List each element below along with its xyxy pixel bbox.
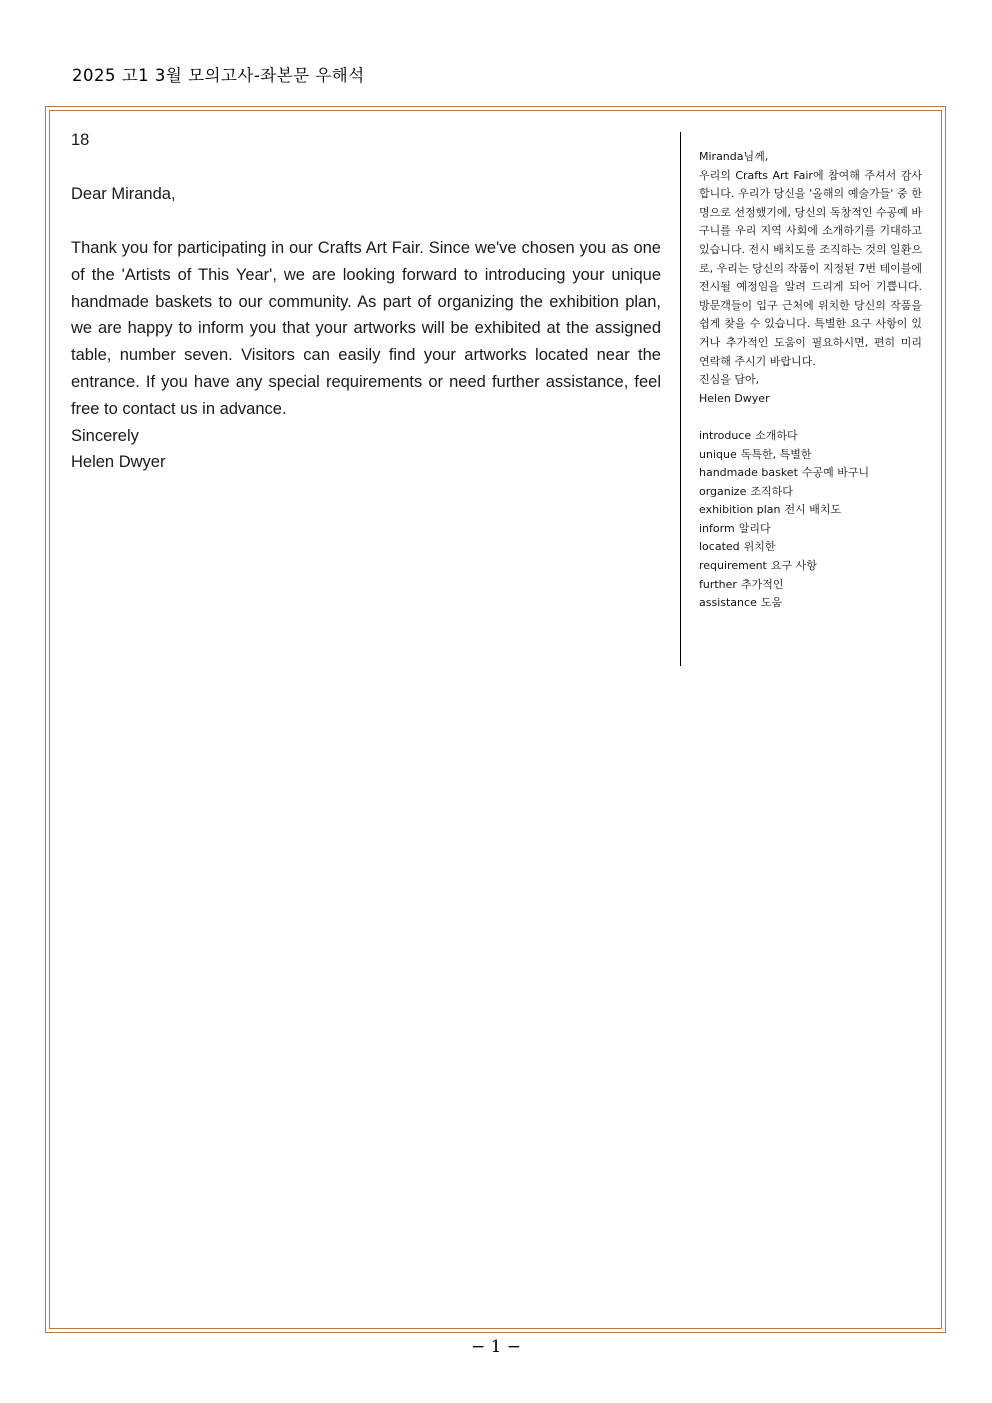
vocabulary-item [699,594,922,613]
vocabulary-term: located [699,540,740,554]
passage-greeting: Dear Miranda, [71,185,176,203]
vocabulary-list [699,427,922,613]
translation-greeting: Miranda님께, [699,150,769,163]
vocabulary-meaning: 독특한, 특별한 [740,447,812,461]
vocabulary-term: handmade basket [699,466,798,480]
translation-column [699,148,922,613]
column-divider [680,132,681,666]
vocabulary-item [699,427,922,446]
vocabulary-meaning: 요구 사항 [770,559,817,573]
vocabulary-term: assistance [699,596,757,610]
passage-body: Thank you for participating in our Crafts Art Fair. Since we've chosen you as one of the 'Artists of This Year', we are looking forward to introducing your unique handmade baskets to our community. As part of organizing the exhibition plan, we are happy to inform you that your artworks will be exhibited at the assigned table, number seven. Visitors can easily find your artworks located near the entrance. If you have any special requirements or need further assistance, feel free to contact us in advance. [71,239,661,418]
document-header-title: 2025 고1 3월 모의고사-좌본문 우해석 [72,66,365,85]
vocabulary-term: requirement [699,559,767,573]
vocabulary-meaning: 추가적인 [740,577,784,591]
vocabulary-meaning: 전시 배치도 [784,503,842,517]
vocabulary-meaning: 소개하다 [755,428,798,442]
vocabulary-item [699,520,922,539]
vocabulary-meaning: 위치한 [743,540,776,554]
vocabulary-meaning: 수공예 바구니 [801,466,870,480]
vocabulary-item [699,538,922,557]
vocabulary-term: inform [699,521,735,535]
page-number: − 1 − [470,1337,522,1357]
vocabulary-term: further [699,577,737,591]
vocabulary-term: introduce [699,428,752,442]
vocabulary-term: unique [699,447,737,461]
vocabulary-term: exhibition plan [699,503,781,517]
vocabulary-item [699,483,922,502]
vocabulary-term: organize [699,484,747,498]
question-number: 18 [71,131,90,149]
passage-signature: Helen Dwyer [71,453,166,472]
passage-column [71,128,661,476]
vocabulary-meaning: 도움 [760,596,783,610]
translation-body: 우리의 Crafts Art Fair에 참여해 주셔서 감사합니다. 우리가 당신을 '올해의 예술가들' 중 한 명으로 선정했기에, 당신의 독창적인 수공예 바구니를 우리 지역 사회에 소개하기를 기대하고 있습니다. 전시 배치도를 조직하는 것의 일환으로, 우리는 당신의 작품이 지정된 7번 테이블에 전시될 예정임을 알려 드리게 되어 기쁩니다. 방문객들이 입구 근처에 위치한 당신의 작품을 쉽게 찾을 수 있습니다. 특별한 요구 사항이 있거나 추가적인 도움이 필요하시면, 편히 미리 연락해 주시기 바랍니다. [699,168,922,368]
vocabulary-meaning: 알리다 [738,521,771,535]
vocabulary-item [699,557,922,576]
vocabulary-item [699,446,922,465]
vocabulary-item [699,501,922,520]
vocabulary-item [699,576,922,595]
passage-closing: Sincerely [71,426,139,445]
vocabulary-item [699,464,922,483]
translation-closing: 진심을 담아, [699,373,760,387]
translation-signature: Helen Dwyer [699,391,770,405]
vocabulary-meaning: 조직하다 [750,484,793,498]
